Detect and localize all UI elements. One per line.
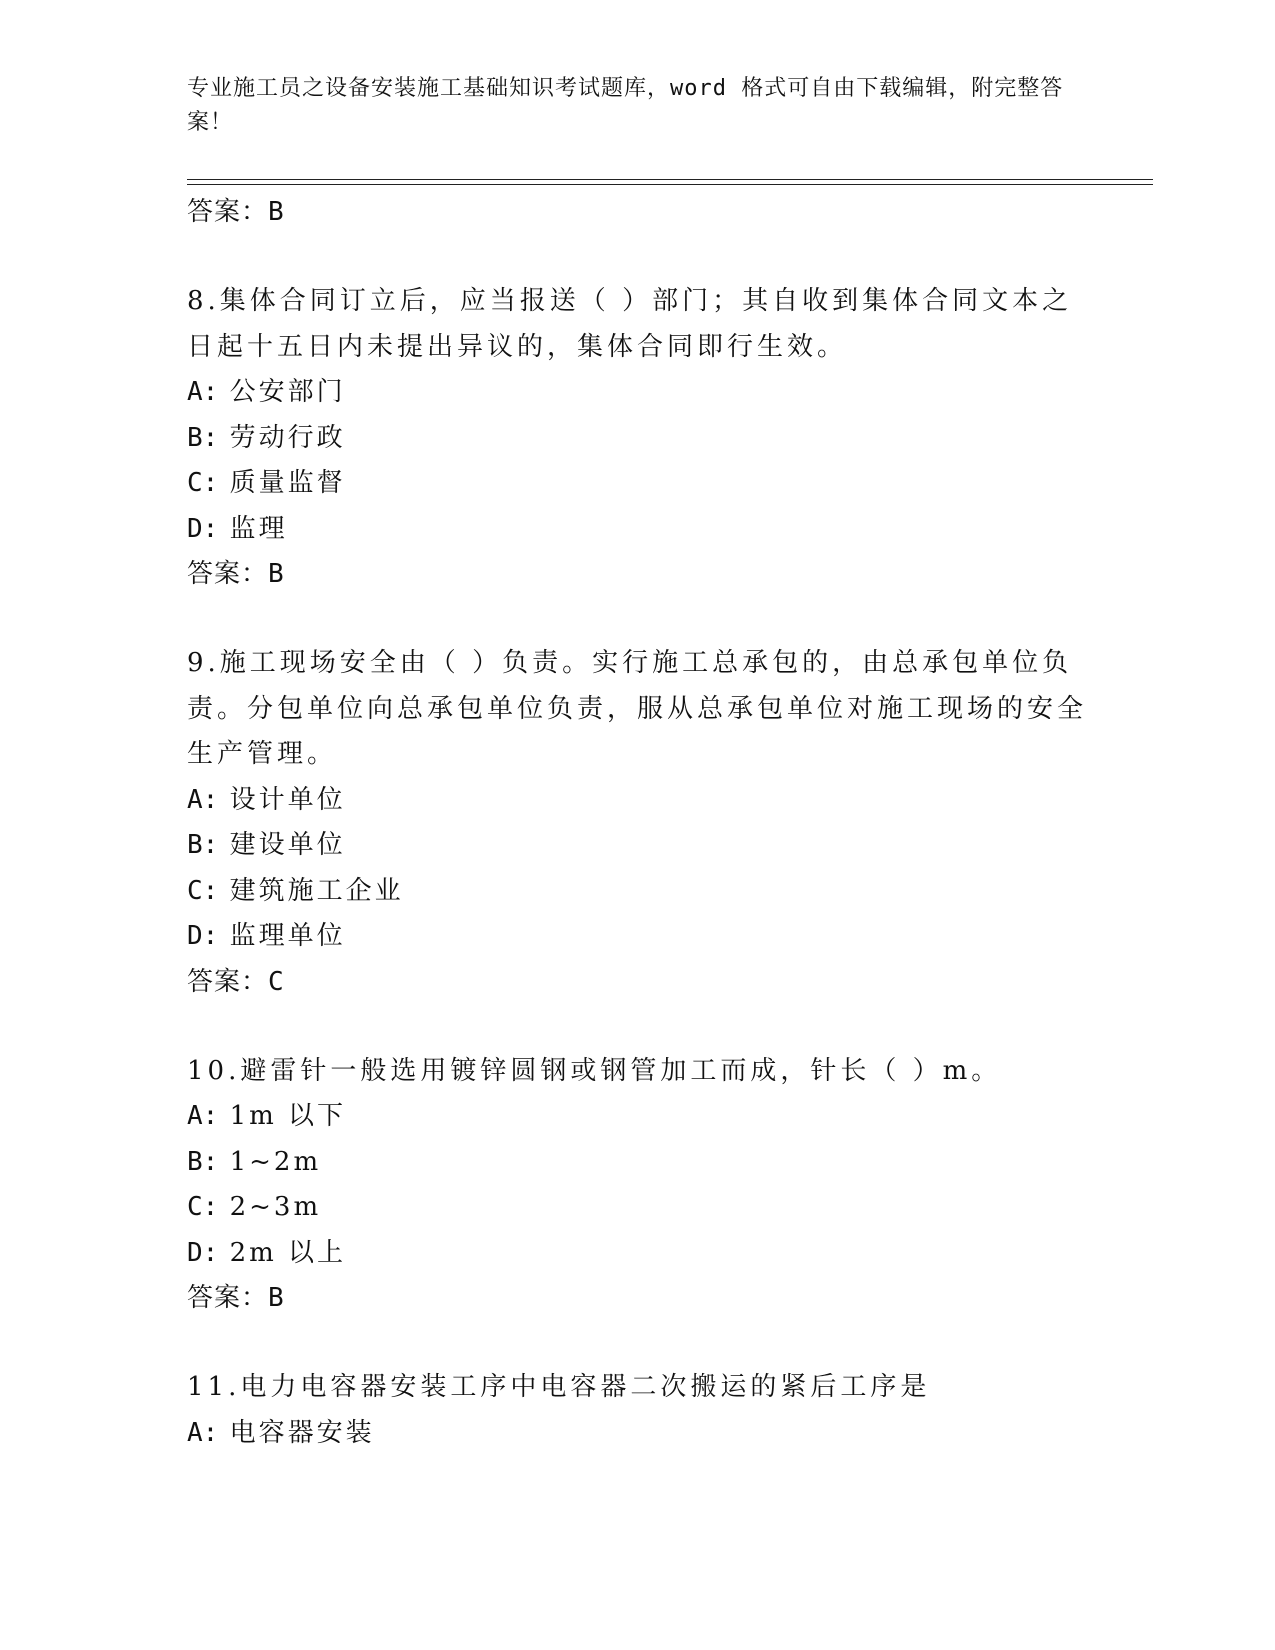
answer-label: 答案： xyxy=(187,1283,269,1313)
option-d xyxy=(187,507,1087,553)
option-letter: A: xyxy=(187,784,219,815)
question-list xyxy=(187,190,1087,1456)
header-divider-top xyxy=(187,179,1153,180)
option-text: 质量监督 xyxy=(229,468,346,498)
option-a xyxy=(187,1411,1087,1457)
answer-label: 答案： xyxy=(187,197,269,227)
question-item xyxy=(187,1049,1087,1321)
option-b xyxy=(187,1140,1087,1186)
answer-line xyxy=(187,552,1087,596)
option-d xyxy=(187,1231,1087,1277)
page-header: 专业施工员之设备安装施工基础知识考试题库，word 格式可自由下载编辑，附完整答案！ xyxy=(187,76,1064,135)
question-item xyxy=(187,641,1087,1004)
option-a xyxy=(187,370,1087,416)
option-text: 2m 以上 xyxy=(229,1237,347,1268)
option-letter: B: xyxy=(187,422,219,453)
answer-label: 答案： xyxy=(187,559,269,589)
answer-line xyxy=(187,190,1087,234)
option-text: 1~2m xyxy=(229,1146,322,1177)
option-text: 2~3m xyxy=(229,1192,322,1222)
question-text: 8.集体合同订立后，应当报送（ ）部门；其自收到集体合同文本之日起十五日内未提出异议的，集体合同即行生效。 xyxy=(187,286,1073,362)
option-text: 公安部门 xyxy=(229,377,346,407)
option-letter: B: xyxy=(187,1146,219,1177)
option-letter: D: xyxy=(187,513,219,544)
option-c xyxy=(187,869,1087,915)
question-text: 11.电力电容器安装工序中电容器二次搬运的紧后工序是 xyxy=(187,1372,931,1402)
question-text: 10.避雷针一般选用镀锌圆钢或钢管加工而成，针长（ ）m。 xyxy=(187,1055,1002,1086)
option-text: 设计单位 xyxy=(229,784,346,815)
option-text: 监理 xyxy=(229,513,288,544)
option-c xyxy=(187,461,1087,507)
option-letter: A: xyxy=(187,1101,219,1131)
option-letter: C: xyxy=(187,875,219,906)
question-text: 9.施工现场安全由（ ）负责。实行施工总承包的，由总承包单位负责。分包单位向总承包单位负责，服从总承包单位对施工现场的安全生产管理。 xyxy=(187,648,1088,769)
option-b xyxy=(187,416,1087,462)
option-letter: C: xyxy=(187,468,219,498)
option-letter: B: xyxy=(187,830,219,860)
option-b xyxy=(187,823,1087,869)
option-letter: A: xyxy=(187,1417,219,1448)
question-item xyxy=(187,1365,1087,1456)
answer-line xyxy=(187,960,1087,1004)
option-letter: D: xyxy=(187,1237,219,1268)
option-a xyxy=(187,1094,1087,1140)
option-text: 监理单位 xyxy=(229,921,346,951)
option-letter: D: xyxy=(187,921,219,951)
header-divider-bottom xyxy=(187,184,1153,185)
answer-value: C xyxy=(268,966,285,997)
option-text: 电容器安装 xyxy=(229,1417,375,1448)
option-c xyxy=(187,1185,1087,1231)
question-item xyxy=(187,279,1087,596)
option-d xyxy=(187,914,1087,960)
answer-value: B xyxy=(268,1283,285,1313)
answer-line xyxy=(187,1276,1087,1320)
option-text: 劳动行政 xyxy=(229,422,346,453)
option-letter: C: xyxy=(187,1192,219,1222)
option-text: 1m 以下 xyxy=(229,1101,347,1131)
answer-value: B xyxy=(268,559,285,589)
answer-value: B xyxy=(268,197,285,227)
answer-label: 答案： xyxy=(187,966,269,997)
option-letter: A: xyxy=(187,377,219,407)
option-text: 建设单位 xyxy=(229,830,346,860)
option-text: 建筑施工企业 xyxy=(229,875,404,906)
option-a xyxy=(187,778,1087,824)
